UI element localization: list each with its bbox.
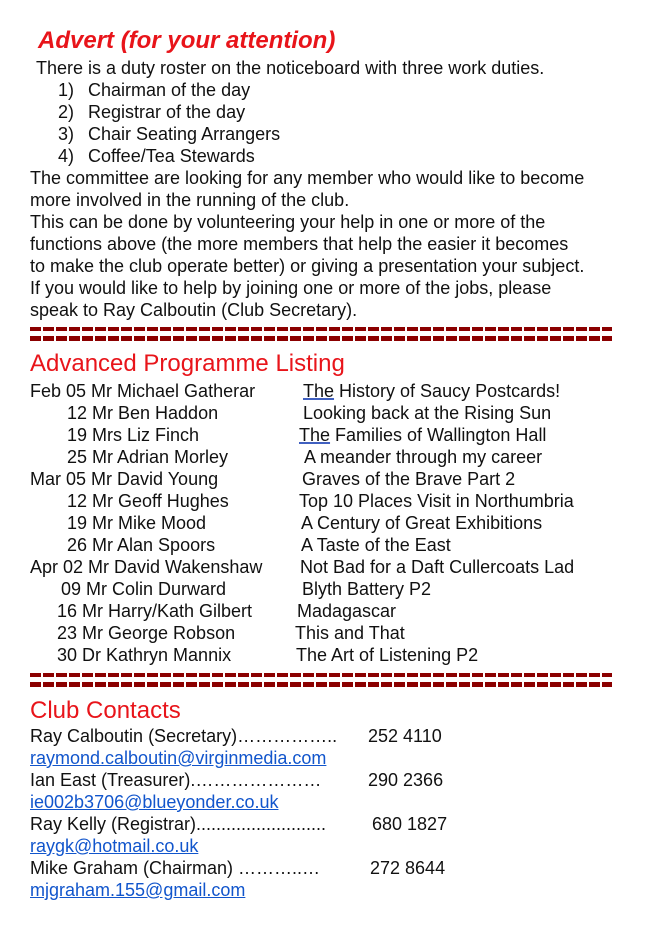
programme-row <box>0 380 665 402</box>
contact-row <box>30 725 630 747</box>
duty-text: Coffee/Tea Stewards <box>88 146 255 166</box>
contact-phone: 680 1827 <box>372 814 448 834</box>
contact-name: Mike Graham (Chairman) ………..… <box>30 858 321 878</box>
programme-speaker: Mar 05 Mr David Young <box>30 469 219 489</box>
contact-name: Ray Calboutin (Secretary)…………….. <box>30 726 338 746</box>
duty-number: 2) <box>58 102 75 122</box>
programme-topic: A meander through my career <box>304 447 543 467</box>
duty-text: Chairman of the day <box>88 80 251 100</box>
programme-topic: Blyth Battery P2 <box>302 579 432 599</box>
programme-topic: Madagascar <box>297 601 397 621</box>
section-divider <box>30 327 612 341</box>
advert-body-line: speak to Ray Calboutin (Club Secretary). <box>30 300 358 320</box>
programme-topic: Graves of the Brave Part 2 <box>302 469 516 489</box>
programme-speaker: 09 Mr Colin Durward <box>61 579 227 599</box>
programme-speaker: 16 Mr Harry/Kath Gilbert <box>57 601 253 621</box>
duty-item <box>58 101 246 123</box>
contact-row <box>30 857 630 879</box>
programme-row <box>0 644 665 666</box>
programme-topic: The Art of Listening P2 <box>296 645 479 665</box>
advert-body-line: The committee are looking for any member who would like to become <box>30 168 585 188</box>
programme-row <box>0 490 665 512</box>
programme-row <box>0 622 665 644</box>
programme-topic: The History of Saucy Postcards! <box>303 381 561 401</box>
programme-topic: The Families of Wallington Hall <box>299 425 547 445</box>
section-divider <box>30 673 612 687</box>
programme-speaker: 12 Mr Geoff Hughes <box>67 491 229 511</box>
programme-speaker: Apr 02 Mr David Wakenshaw <box>30 557 263 577</box>
contact-email-link[interactable]: ie002b3706@blueyonder.co.uk <box>30 792 279 812</box>
duty-item <box>58 145 255 167</box>
programme-row <box>0 512 665 534</box>
programme-topic: A Taste of the East <box>301 535 451 555</box>
programme-topic: This and That <box>295 623 405 643</box>
programme-topic: Not Bad for a Daft Cullercoats Lad <box>300 557 575 577</box>
contacts-title: Club Contacts <box>30 697 181 724</box>
contact-email-link[interactable]: mjgraham.155@gmail.com <box>30 880 246 900</box>
programme-speaker: 19 Mrs Liz Finch <box>67 425 200 445</box>
programme-topic: Looking back at the Rising Sun <box>303 403 552 423</box>
duty-number: 4) <box>58 146 75 166</box>
duty-text: Chair Seating Arrangers <box>88 124 281 144</box>
programme-speaker: Feb 05 Mr Michael Gatherar <box>30 381 256 401</box>
programme-row <box>0 402 665 424</box>
contact-phone: 252 4110 <box>368 726 442 746</box>
contact-row <box>30 813 630 835</box>
programme-topic: Top 10 Places Visit in Northumbria <box>299 491 574 511</box>
programme-speaker: 19 Mr Mike Mood <box>67 513 207 533</box>
programme-speaker: 23 Mr George Robson <box>57 623 236 643</box>
duty-item <box>58 79 251 101</box>
contact-email-link[interactable]: raymond.calboutin@virginmedia.com <box>30 748 327 768</box>
duty-number: 1) <box>58 80 75 100</box>
duty-text: Registrar of the day <box>88 102 246 122</box>
programme-row <box>0 600 665 622</box>
advert-body-line: If you would like to help by joining one or more of the jobs, please <box>30 278 552 298</box>
contact-email-link[interactable]: raygk@hotmail.co.uk <box>30 836 199 856</box>
duty-number: 3) <box>58 124 75 144</box>
programme-speaker: 12 Mr Ben Haddon <box>67 403 219 423</box>
duty-item <box>58 123 281 145</box>
programme-speaker: 25 Mr Adrian Morley <box>67 447 229 467</box>
contact-row <box>30 769 630 791</box>
contact-name: Ian East (Treasurer).………………… <box>30 770 322 790</box>
programme-row <box>0 446 665 468</box>
advert-body-line: functions above (the more members that help the easier it becomes <box>30 234 569 254</box>
programme-row <box>0 424 665 446</box>
advert-body-line: to make the club operate better) or giving a presentation your subject. <box>30 256 585 276</box>
programme-topic: A Century of Great Exhibitions <box>301 513 543 533</box>
programme-speaker: 26 Mr Alan Spoors <box>67 535 216 555</box>
advert-intro: There is a duty roster on the noticeboard with three work duties. <box>36 58 545 78</box>
programme-row <box>0 534 665 556</box>
programme-row <box>0 556 665 578</box>
advert-body-line: more involved in the running of the club. <box>30 190 350 210</box>
advert-title: Advert (for your attention) <box>38 27 336 54</box>
contact-name: Ray Kelly (Registrar).......................... <box>30 814 327 834</box>
programme-row <box>0 468 665 490</box>
programme-title: Advanced Programme Listing <box>30 350 345 377</box>
advert-body-line: This can be done by volunteering your help in one or more of the <box>30 212 546 232</box>
contact-phone: 272 8644 <box>370 858 446 878</box>
contact-phone: 290 2366 <box>368 770 444 790</box>
programme-row <box>0 578 665 600</box>
programme-speaker: 30 Dr Kathryn Mannix <box>57 645 232 665</box>
